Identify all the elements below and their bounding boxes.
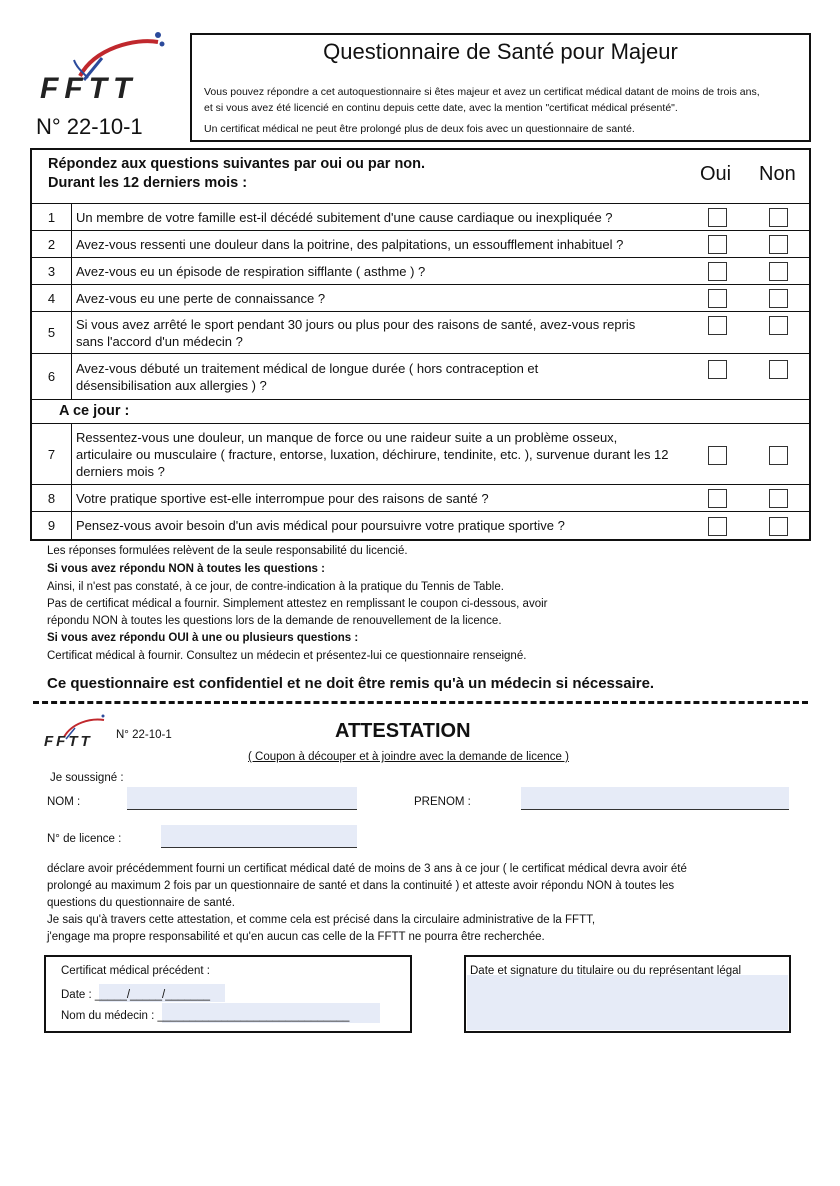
question-row bbox=[32, 311, 809, 353]
medecin-field: Nom du médecin : ______________________________ bbox=[61, 1010, 350, 1022]
prenom-label: PRENOM : bbox=[414, 796, 471, 808]
confidential-note: Ce questionnaire est confidentiel et ne doit être remis qu'à un médecin si nécessaire. bbox=[47, 675, 655, 692]
header-number: N° 22-10-1 bbox=[36, 114, 143, 139]
oui-title: Si vous avez répondu OUI à une ou plusieurs questions : bbox=[47, 632, 359, 644]
question-row bbox=[32, 423, 809, 484]
a-ce-jour-label: A ce jour : bbox=[59, 403, 130, 419]
question-number: 9 bbox=[32, 512, 72, 539]
question-number: 8 bbox=[32, 485, 72, 511]
attestation-body-3: questions du questionnaire de santé. bbox=[47, 897, 235, 909]
question-text: Avez-vous eu une perte de connaissance ? bbox=[76, 290, 326, 306]
question-number: 6 bbox=[32, 354, 72, 399]
signature-field[interactable] bbox=[467, 975, 788, 1030]
question-text: Ressentez-vous une douleur, un manque de force ou une raideur suite a un problème osseux, articulaire ou musculaire ( fracture, entorse, luxation, déchirure, tendinite, etc. ), survenue durant les 12 derniers mois ? bbox=[76, 429, 669, 479]
intro-line-3: Un certificat médical ne peut être prolongé plus de deux fois avec un questionnaire de santé. bbox=[204, 123, 635, 135]
attestation-logo bbox=[44, 713, 108, 753]
attestation-body-1: déclare avoir précédemment fourni un certificat médical daté de moins de 3 ans à ce jour ( le certificat médical devra avoir été bbox=[47, 863, 687, 875]
question-number: 5 bbox=[32, 312, 72, 353]
nom-field[interactable] bbox=[127, 787, 357, 810]
question-text: Si vous avez arrêté le sport pendant 30 jours ou plus pour des raisons de santé, avez-vous repris sans l'accord d'un médecin ? bbox=[76, 316, 636, 349]
non-header: Non bbox=[759, 163, 796, 185]
question-text: Votre pratique sportive est-elle interrompue pour des raisons de santé ? bbox=[76, 490, 489, 506]
question-row bbox=[32, 230, 809, 257]
licence-field[interactable] bbox=[161, 825, 357, 848]
oui-checkbox[interactable] bbox=[708, 262, 727, 281]
attestation-body-5: j'engage ma propre responsabilité et qu'en aucun cas celle de la FFTT ne pourra être recherchée. bbox=[47, 931, 545, 943]
signature-box bbox=[464, 955, 791, 1033]
date-field: Date : _____/_____/_______ bbox=[61, 989, 210, 1001]
intro-line-2: et si vous avez été licencié en continu depuis cette date, avec la mention "certificat médical présenté". bbox=[204, 102, 678, 114]
non-checkbox[interactable] bbox=[769, 262, 788, 281]
oui-checkbox[interactable] bbox=[708, 360, 727, 379]
logo-text: FFTT bbox=[40, 72, 138, 105]
attestation-body-2: prolongé au maximum 2 fois par un questionnaire de santé et dans la continuité ) et atteste avoir répondu NON à toutes les bbox=[47, 880, 675, 892]
licence-label: N° de licence : bbox=[47, 833, 122, 845]
header-box bbox=[190, 33, 811, 142]
question-row bbox=[32, 257, 809, 284]
non-checkbox[interactable] bbox=[769, 316, 788, 335]
attestation-number: N° 22-10-1 bbox=[116, 729, 172, 741]
instruction-2: Durant les 12 derniers mois : bbox=[48, 175, 248, 191]
oui-checkbox[interactable] bbox=[708, 517, 727, 536]
oui-checkbox[interactable] bbox=[708, 235, 727, 254]
question-row bbox=[32, 353, 809, 399]
non-line-3: répondu NON à toutes les questions lors de la demande de renouvellement de la licence. bbox=[47, 615, 502, 627]
oui-checkbox[interactable] bbox=[708, 489, 727, 508]
prenom-field[interactable] bbox=[521, 787, 789, 810]
oui-checkbox[interactable] bbox=[708, 446, 727, 465]
page-title: Questionnaire de Santé pour Majeur bbox=[323, 39, 678, 64]
oui-header: Oui bbox=[700, 163, 732, 185]
non-checkbox[interactable] bbox=[769, 360, 788, 379]
attestation-title: ATTESTATION bbox=[335, 720, 471, 742]
cut-line bbox=[33, 701, 808, 704]
question-text: Avez-vous ressenti une douleur dans la poitrine, des palpitations, un essoufflement inhabituel ? bbox=[76, 236, 624, 252]
attestation-body-4: Je sais qu'à travers cette attestation, et comme cela est précisé dans la circulaire administrative de la FFTT, bbox=[47, 914, 596, 926]
non-checkbox[interactable] bbox=[769, 517, 788, 536]
a-ce-jour-row bbox=[32, 399, 809, 423]
questions-table bbox=[30, 148, 811, 541]
question-row bbox=[32, 284, 809, 311]
instruction-1: Répondez aux questions suivantes par oui ou par non. bbox=[48, 156, 426, 172]
question-text: Avez-vous débuté un traitement médical de longue durée ( hors contraception et désensibilisation aux allergies ) ? bbox=[76, 360, 539, 393]
oui-checkbox[interactable] bbox=[708, 316, 727, 335]
question-row bbox=[32, 484, 809, 511]
question-number: 7 bbox=[32, 424, 72, 484]
non-line-1: Ainsi, il n'est pas constaté, à ce jour, de contre-indication à la pratique du Tennis de Table. bbox=[47, 581, 504, 593]
je-soussigne-label: Je soussigné : bbox=[50, 772, 124, 784]
non-checkbox[interactable] bbox=[769, 446, 788, 465]
question-row bbox=[32, 203, 809, 230]
signature-label: Date et signature du titulaire ou du représentant légal bbox=[470, 965, 742, 977]
question-text: Avez-vous eu un épisode de respiration sifflante ( asthme ) ? bbox=[76, 263, 426, 279]
non-title: Si vous avez répondu NON à toutes les questions : bbox=[47, 563, 325, 575]
attestation-logo-text: FFTT bbox=[44, 733, 93, 750]
non-checkbox[interactable] bbox=[769, 235, 788, 254]
non-checkbox[interactable] bbox=[769, 208, 788, 227]
question-row bbox=[32, 511, 809, 539]
question-number: 1 bbox=[32, 204, 72, 230]
question-number: 4 bbox=[32, 285, 72, 311]
oui-checkbox[interactable] bbox=[708, 208, 727, 227]
question-text: Pensez-vous avoir besoin d'un avis médical pour poursuivre votre pratique sportive ? bbox=[76, 518, 565, 533]
oui-line-1: Certificat médical à fournir. Consultez un médecin et présentez-lui ce questionnaire renseigné. bbox=[47, 650, 527, 662]
fftt-logo bbox=[40, 28, 170, 108]
intro-line-1: Vous pouvez répondre a cet autoquestionnaire si êtes majeur et avez un certificat médical datant de moins de trois ans, bbox=[204, 86, 760, 98]
non-checkbox[interactable] bbox=[769, 489, 788, 508]
non-line-2: Pas de certificat médical a fournir. Simplement attestez en remplissant le coupon ci-dessous, avoir bbox=[47, 598, 548, 610]
oui-checkbox[interactable] bbox=[708, 289, 727, 308]
certificat-title: Certificat médical précédent : bbox=[61, 965, 210, 977]
certificat-box bbox=[44, 955, 412, 1033]
question-number: 2 bbox=[32, 231, 72, 257]
question-number: 3 bbox=[32, 258, 72, 284]
question-text: Un membre de votre famille est-il décédé subitement d'une cause cardiaque ou inexpliquée ? bbox=[76, 209, 613, 225]
responsibility-note: Les réponses formulées relèvent de la seule responsabilité du licencié. bbox=[47, 545, 408, 557]
attestation-subtitle: ( Coupon à découper et à joindre avec la demande de licence ) bbox=[248, 751, 569, 763]
nom-label: NOM : bbox=[47, 796, 81, 808]
non-checkbox[interactable] bbox=[769, 289, 788, 308]
